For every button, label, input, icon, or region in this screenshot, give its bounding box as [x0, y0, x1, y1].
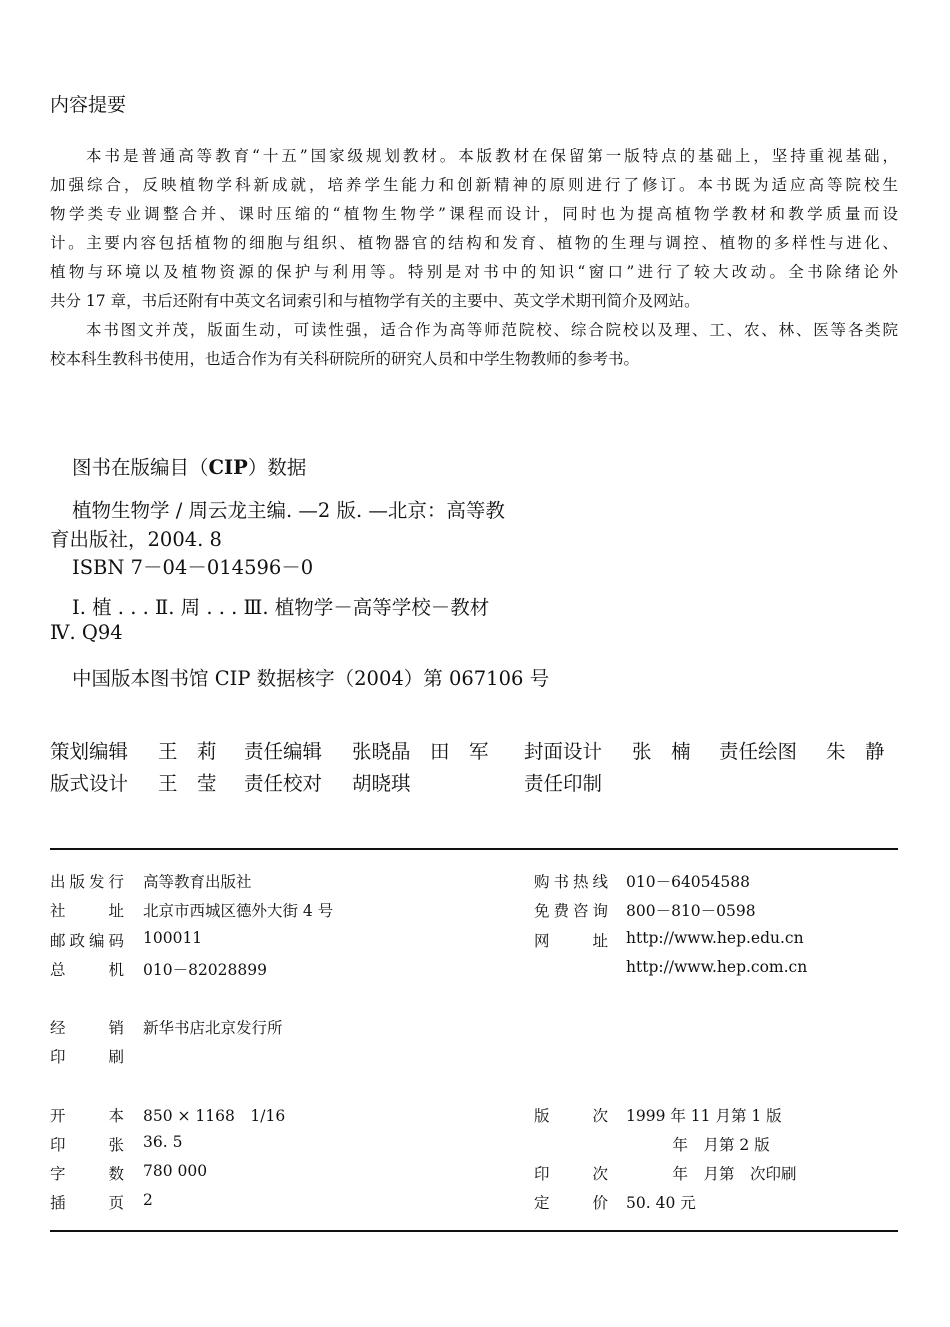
cover-design: 张 楠 — [632, 740, 691, 763]
edition-value: 1999 年 11 月第 1 版 — [626, 1107, 782, 1125]
free-consult-value: 800－810－0598 — [626, 902, 756, 920]
cip-classification: Ⅰ. 植 . . . Ⅱ. 周 . . . Ⅲ. 植物学－高等学校－教材 — [72, 596, 490, 619]
order-hotline-value: 010－64054588 — [626, 873, 750, 891]
planning-editor-label: 策划编辑 — [50, 740, 129, 763]
switchboard-label: 总机 — [50, 961, 124, 979]
cip-heading-bold: CIP — [208, 456, 248, 479]
price-label: 定价 — [534, 1194, 608, 1212]
word-count-label: 字数 — [50, 1165, 124, 1183]
summary-body — [50, 142, 898, 374]
bottom-divider — [50, 1230, 898, 1232]
responsible-editor: 张晓晶 田 军 — [352, 740, 489, 763]
printer-label: 印刷 — [50, 1048, 124, 1066]
responsible-editor-label: 责任编辑 — [244, 740, 323, 763]
website-link[interactable]: http://www.hep.edu.cn — [626, 929, 804, 947]
cip-heading-post: ）数据 — [247, 456, 307, 479]
summary-line: 物学类专业调整合并、课时压缩的“植物生物学”课程而设计，同时也为提高植物学教材和教学质量而设 — [50, 205, 898, 223]
summary-line: 加强综合，反映植物学科新成就，培养学生能力和创新精神的原则进行了修订。本书既为适应高等院校生 — [50, 176, 898, 194]
address-label: 社址 — [50, 902, 124, 920]
proofreading-label: 责任校对 — [244, 772, 323, 795]
printing-label: 责任印制 — [524, 772, 603, 795]
cip-heading-pre: 图书在版编目（ — [72, 456, 209, 479]
summary-line: 计。主要内容包括植物的细胞与组织、植物器官的结构和发育、植物的生理与调控、植物的多样性与进化、 — [50, 234, 898, 252]
sheets-label: 印张 — [50, 1136, 124, 1154]
edition-label: 版次 — [534, 1107, 608, 1125]
planning-editor: 王 莉 — [158, 740, 217, 763]
illustration-label: 责任绘图 — [719, 740, 798, 763]
printing-count-label: 印次 — [534, 1165, 608, 1183]
edition-value-2: 年 月第 2 版 — [626, 1136, 770, 1154]
illustration: 朱 静 — [826, 740, 885, 763]
cip-title-line-2: 育出版社，2004. 8 — [50, 528, 222, 551]
address-value: 北京市西城区德外大街 4 号 — [143, 902, 334, 920]
layout-design-label: 版式设计 — [50, 772, 129, 795]
summary-line: 校本科生教科书使用，也适合作为有关科研院所的研究人员和中学生物教师的参考书。 — [50, 350, 640, 368]
summary-line: 本书图文并茂，版面生动，可读性强，适合作为高等师范院校、综合院校以及理、工、农、林、医等各类院 — [86, 321, 898, 339]
distributor-label: 经销 — [50, 1019, 124, 1037]
cover-design-label: 封面设计 — [524, 740, 603, 763]
cip-isbn: ISBN 7－04－014596－0 — [72, 556, 314, 579]
printing-count-value: 年 月第 次印刷 — [626, 1165, 797, 1183]
inserts-label: 插页 — [50, 1194, 124, 1212]
cip-title-line: 植物生物学 / 周云龙主编. —2 版. —北京：高等教 — [72, 499, 505, 522]
summary-title: 内容提要 — [50, 94, 127, 116]
website-link-2[interactable]: http://www.hep.com.cn — [626, 958, 808, 976]
switchboard-value: 010－82028899 — [143, 961, 267, 979]
summary-line: 共分 17 章，书后还附有中英文名词索引和与植物学有关的主要中、英文学术期刊简介及网站。 — [50, 292, 700, 310]
postcode-label: 邮政编码 — [50, 932, 124, 950]
free-consult-label: 免费咨询 — [534, 902, 608, 920]
format-value: 850 × 1168 1/16 — [143, 1107, 286, 1125]
publisher-value: 高等教育出版社 — [143, 873, 252, 891]
proofreading: 胡晓琪 — [352, 772, 411, 795]
summary-line: 本书是普通高等教育“十五”国家级规划教材。本版教材在保留第一版特点的基础上，坚持重视基础， — [86, 147, 898, 165]
format-label: 开本 — [50, 1107, 124, 1125]
summary-line: 植物与环境以及植物资源的保护与利用等。特别是对书中的知识“窗口”进行了较大改动。全书除绪论外 — [50, 263, 898, 281]
word-count-value: 780 000 — [143, 1162, 208, 1180]
top-divider — [50, 848, 898, 850]
cip-record-number: 中国版本图书馆 CIP 数据核字（2004）第 067106 号 — [72, 667, 550, 690]
layout-design: 王 莹 — [158, 772, 217, 795]
distributor-value: 新华书店北京发行所 — [143, 1019, 283, 1037]
cip-classification-2: Ⅳ. Q94 — [50, 621, 123, 644]
sheets-value: 36. 5 — [143, 1133, 183, 1151]
inserts-value: 2 — [143, 1191, 153, 1209]
order-hotline-label: 购书热线 — [534, 873, 608, 891]
publisher-label: 出版发行 — [50, 873, 124, 891]
cip-heading — [72, 452, 306, 480]
price-value: 50. 40 元 — [626, 1194, 696, 1212]
postcode-value: 100011 — [143, 929, 203, 947]
website-label: 网址 — [534, 932, 608, 950]
